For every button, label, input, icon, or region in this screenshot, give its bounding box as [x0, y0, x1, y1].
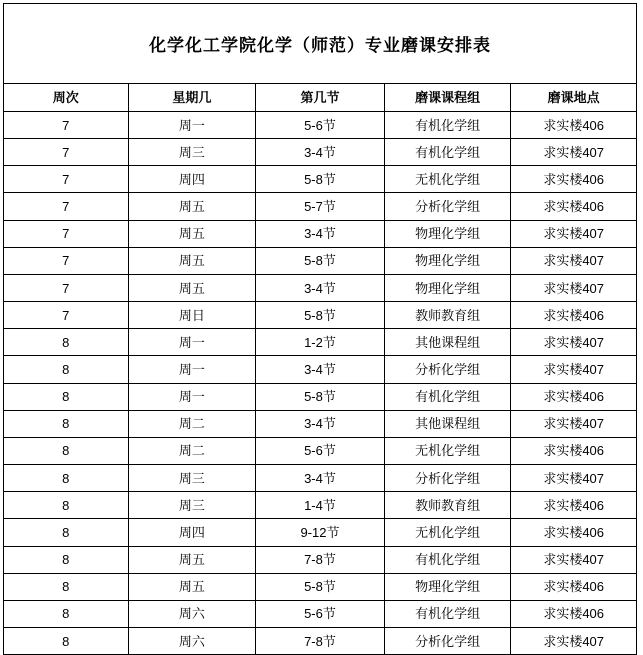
table-row	[4, 574, 636, 601]
cell-group: 无机化学组	[385, 519, 512, 545]
cell-group: 有机化学组	[385, 384, 512, 410]
cell-week: 7	[4, 112, 129, 138]
cell-group: 有机化学组	[385, 112, 512, 138]
cell-group: 其他课程组	[385, 411, 512, 437]
table-title-block	[4, 4, 636, 84]
cell-day: 周五	[129, 221, 257, 247]
table-row	[4, 438, 636, 465]
cell-period: 5-6节	[256, 438, 385, 464]
cell-day: 周一	[129, 384, 257, 410]
cell-group: 物理化学组	[385, 221, 512, 247]
cell-location: 求实楼407	[543, 470, 605, 486]
cell-week: 8	[4, 492, 129, 518]
cell-period: 7-8节	[256, 547, 385, 573]
cell-location: 求实楼406	[543, 524, 605, 540]
cell-period: 5-6节	[256, 601, 385, 627]
table-row	[4, 275, 636, 302]
cell-group: 物理化学组	[385, 574, 512, 600]
cell-location: 求实楼406	[543, 171, 605, 187]
cell-location: 求实楼407	[543, 416, 605, 432]
table-row	[4, 193, 636, 220]
cell-day: 周二	[129, 411, 257, 437]
cell-period: 5-8节	[256, 248, 385, 274]
cell-group: 无机化学组	[385, 438, 512, 464]
cell-week: 7	[4, 221, 129, 247]
cell-location: 求实楼406	[543, 199, 605, 215]
schedule-table	[3, 3, 637, 655]
cell-period: 1-4节	[256, 492, 385, 518]
cell-week: 8	[4, 628, 129, 654]
cell-group: 教师教育组	[385, 492, 512, 518]
table-row	[4, 411, 636, 438]
cell-week: 8	[4, 438, 129, 464]
cell-location: 求实楼407	[543, 334, 605, 350]
cell-day: 周一	[129, 329, 257, 355]
cell-location: 求实楼407	[543, 144, 605, 160]
cell-day: 周三	[129, 465, 257, 491]
cell-day: 周一	[129, 356, 257, 382]
cell-group: 教师教育组	[385, 302, 512, 328]
header-cell-week: 周次	[4, 84, 129, 111]
cell-period: 3-4节	[256, 221, 385, 247]
table-row	[4, 465, 636, 492]
table-row	[4, 628, 636, 654]
cell-period: 3-4节	[256, 275, 385, 301]
cell-week: 7	[4, 193, 129, 219]
table-body	[4, 112, 636, 654]
cell-location: 求实楼407	[543, 552, 605, 568]
table-row	[4, 302, 636, 329]
cell-week: 8	[4, 356, 129, 382]
cell-day: 周三	[129, 492, 257, 518]
table-row	[4, 329, 636, 356]
cell-location: 求实楼406	[543, 443, 605, 459]
cell-period: 5-8节	[256, 574, 385, 600]
cell-period: 3-4节	[256, 356, 385, 382]
cell-week: 8	[4, 384, 129, 410]
table-row	[4, 547, 636, 574]
cell-week: 7	[4, 166, 129, 192]
cell-location: 求实楼406	[543, 497, 605, 513]
table-row	[4, 384, 636, 411]
header-cell-location: 磨课地点	[547, 90, 600, 105]
cell-day: 周四	[129, 166, 257, 192]
table-header-row	[4, 84, 636, 112]
cell-period: 5-8节	[256, 166, 385, 192]
table-row	[4, 601, 636, 628]
cell-period: 5-8节	[256, 302, 385, 328]
page-title: 化学化工学院化学（师范）专业磨课安排表	[149, 36, 491, 55]
cell-period: 9-12节	[256, 519, 385, 545]
cell-group: 物理化学组	[385, 248, 512, 274]
cell-group: 有机化学组	[385, 601, 512, 627]
cell-group: 分析化学组	[385, 356, 512, 382]
cell-week: 8	[4, 519, 129, 545]
cell-period: 7-8节	[256, 628, 385, 654]
table-row	[4, 356, 636, 383]
cell-period: 3-4节	[256, 139, 385, 165]
cell-group: 分析化学组	[385, 465, 512, 491]
table-row	[4, 519, 636, 546]
cell-week: 7	[4, 139, 129, 165]
cell-location: 求实楼406	[543, 307, 605, 323]
table-row	[4, 112, 636, 139]
table-row	[4, 221, 636, 248]
cell-group: 有机化学组	[385, 139, 512, 165]
header-cell-period: 第几节	[256, 84, 385, 111]
table-row	[4, 166, 636, 193]
cell-location: 求实楼406	[543, 117, 605, 133]
table-row	[4, 492, 636, 519]
cell-day: 周三	[129, 139, 257, 165]
table-row	[4, 248, 636, 275]
cell-day: 周日	[129, 302, 257, 328]
cell-period: 3-4节	[256, 411, 385, 437]
cell-day: 周二	[129, 438, 257, 464]
cell-period: 5-6节	[256, 112, 385, 138]
cell-week: 7	[4, 248, 129, 274]
cell-week: 8	[4, 601, 129, 627]
cell-group: 无机化学组	[385, 166, 512, 192]
cell-location: 求实楼407	[543, 280, 605, 296]
cell-location: 求实楼407	[543, 633, 605, 649]
cell-location: 求实楼407	[543, 361, 605, 377]
cell-location: 求实楼407	[543, 226, 605, 242]
cell-location: 求实楼406	[543, 389, 605, 405]
cell-day: 周五	[129, 275, 257, 301]
cell-period: 3-4节	[256, 465, 385, 491]
cell-week: 8	[4, 465, 129, 491]
cell-location: 求实楼406	[543, 579, 605, 595]
cell-week: 7	[4, 275, 129, 301]
cell-week: 8	[4, 547, 129, 573]
cell-location: 求实楼406	[543, 606, 605, 622]
cell-period: 5-7节	[256, 193, 385, 219]
cell-day: 周一	[129, 112, 257, 138]
cell-day: 周六	[129, 628, 257, 654]
cell-group: 分析化学组	[385, 628, 512, 654]
cell-day: 周五	[129, 547, 257, 573]
cell-day: 周五	[129, 248, 257, 274]
cell-day: 周五	[129, 193, 257, 219]
cell-period: 1-2节	[256, 329, 385, 355]
cell-week: 7	[4, 302, 129, 328]
cell-group: 分析化学组	[385, 193, 512, 219]
cell-week: 8	[4, 574, 129, 600]
cell-group: 其他课程组	[385, 329, 512, 355]
cell-location: 求实楼407	[543, 253, 605, 269]
cell-week: 8	[4, 411, 129, 437]
cell-day: 周六	[129, 601, 257, 627]
cell-group: 有机化学组	[385, 547, 512, 573]
cell-week: 8	[4, 329, 129, 355]
cell-day: 周四	[129, 519, 257, 545]
header-cell-group: 磨课课程组	[385, 84, 512, 111]
cell-group: 物理化学组	[385, 275, 512, 301]
header-cell-day: 星期几	[129, 84, 257, 111]
table-row	[4, 139, 636, 166]
cell-day: 周五	[129, 574, 257, 600]
cell-period: 5-8节	[256, 384, 385, 410]
